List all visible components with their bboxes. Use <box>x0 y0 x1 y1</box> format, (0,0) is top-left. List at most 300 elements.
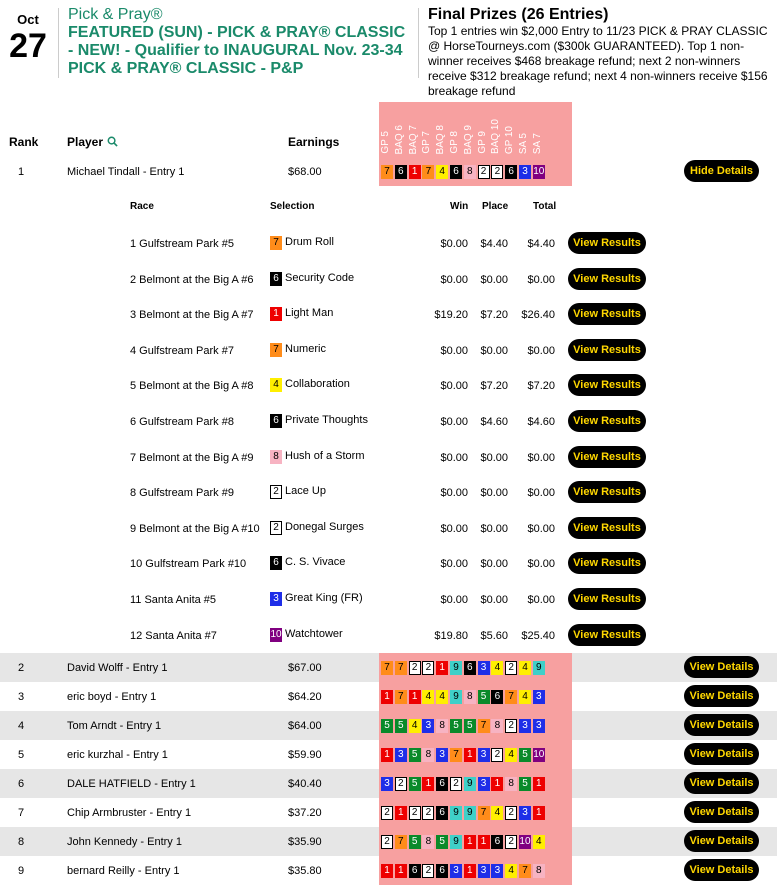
pick-number-badge: 5 <box>519 777 531 791</box>
details-row <box>0 471 777 535</box>
view-details-button[interactable]: View Details <box>684 801 759 823</box>
divider <box>58 8 59 78</box>
details-win: $0.00 <box>440 487 468 500</box>
entry-player[interactable]: DALE HATFIELD - Entry 1 <box>67 778 196 790</box>
view-details-button[interactable]: View Details <box>684 656 759 678</box>
picks-strip <box>379 711 572 740</box>
picks-strip <box>379 653 572 682</box>
details-win: $0.00 <box>440 416 468 428</box>
details-place: $0.00 <box>480 487 508 500</box>
details-win: $19.80 <box>434 629 468 642</box>
details-race: 6 Gulfstream Park #8 <box>130 416 234 428</box>
details-race: 7 Belmont at the Big A #9 <box>130 451 254 464</box>
pick-number-badge: 5 <box>409 777 421 791</box>
details-place: $0.00 <box>480 522 508 535</box>
horse-name: Security Code <box>285 271 355 284</box>
race-column-label: GP 8 <box>448 131 460 154</box>
contest-date <box>8 12 48 63</box>
pick-number-badge: 1 <box>381 690 393 704</box>
pick-number-badge: 4 <box>422 690 434 704</box>
leaderboard-row <box>0 653 777 682</box>
details-win: $19.20 <box>434 309 468 322</box>
pick-number-badge: 4 <box>409 719 421 733</box>
pick-number-badge: 1 <box>395 864 407 878</box>
hide-details-button[interactable]: Hide Details <box>684 160 759 182</box>
race-column-header <box>407 102 421 158</box>
entry-rank: 8 <box>18 836 25 848</box>
pick-number-badge: 7 <box>505 690 517 704</box>
entry-player[interactable]: Tom Arndt - Entry 1 <box>67 720 162 732</box>
pick-number-badge: 2 <box>491 748 503 762</box>
race-column-header <box>462 102 476 158</box>
pick-number-badge: 9 <box>450 835 462 849</box>
details-row <box>0 328 777 393</box>
details-race: 10 Gulfstream Park #10 <box>130 558 247 571</box>
race-column-header <box>434 102 448 158</box>
view-results-button[interactable]: View Results <box>568 446 646 468</box>
entry-player[interactable]: bernard Reilly - Entry 1 <box>67 865 180 877</box>
details-place: $0.00 <box>480 344 508 357</box>
details-race: 11 Santa Anita #5 <box>130 594 217 606</box>
horse-name: Lace Up <box>285 485 326 498</box>
entry-earnings: $40.40 <box>288 778 322 790</box>
details-total: $26.40 <box>521 309 555 322</box>
picks-strip <box>379 856 572 885</box>
pick-number-badge: 6 <box>464 661 476 675</box>
pick-number-badge: 3 <box>519 806 531 820</box>
pick-number-badge: 3 <box>491 864 503 878</box>
pick-number-badge: 7 <box>395 661 407 675</box>
details-win: $0.00 <box>440 344 468 357</box>
details-total: $0.00 <box>527 558 555 571</box>
details-row <box>0 506 777 571</box>
pick-number-badge: 1 <box>464 748 476 762</box>
pick-number-badge: 10 <box>533 165 545 177</box>
view-details-button[interactable]: View Details <box>684 772 759 794</box>
pick-number-badge: 10 <box>519 835 531 847</box>
details-win: $0.00 <box>440 238 468 250</box>
race-column-label: BAQ 9 <box>462 124 474 154</box>
pick-number-badge: 3 <box>478 661 490 675</box>
details-win: $0.00 <box>440 558 468 571</box>
entry-earnings: $59.90 <box>288 749 322 761</box>
pick-number-badge: 5 <box>395 719 407 733</box>
pick-number-badge: 5 <box>464 719 476 733</box>
details-race: 9 Belmont at the Big A #10 <box>130 522 260 535</box>
entry-rank: 4 <box>18 720 25 732</box>
leaderboard-row <box>0 682 777 711</box>
player-column-header[interactable] <box>67 135 118 149</box>
pick-number-badge: 1 <box>464 864 476 878</box>
pick-number-badge: 1 <box>381 748 393 762</box>
horse-name: Private Thoughts <box>285 414 368 426</box>
pick-number-badge: 1 <box>478 835 490 849</box>
prizes-title: Final Prizes (26 Entries) <box>428 6 609 23</box>
race-column-headers <box>379 102 572 158</box>
pick-number-badge: 3 <box>270 592 282 606</box>
pick-number-badge: 1 <box>533 806 545 820</box>
leaderboard-row <box>0 798 777 827</box>
entry-rank: 5 <box>18 749 25 761</box>
pick-number-badge: 7 <box>381 165 393 179</box>
details-row <box>0 293 777 357</box>
pick-number-badge: 3 <box>450 864 462 878</box>
entry-rank: 9 <box>18 865 25 877</box>
details-place-header: Place <box>482 201 509 212</box>
leaderboard-row <box>0 157 777 186</box>
picks-strip <box>379 827 572 856</box>
pick-number-badge: 2 <box>395 777 407 791</box>
pick-number-badge: 3 <box>395 748 407 762</box>
details-race: 1 Gulfstream Park #5 <box>130 238 234 250</box>
pick-number-badge: 2 <box>505 806 517 820</box>
contest-name: FEATURED (SUN) - PICK & PRAY® CLASSIC - NEW! - Qualifier to INAUGURAL Nov. 23-34 PICK & PRAY® CLASSIC - P&P <box>68 24 406 77</box>
picks-strip <box>379 682 572 711</box>
pick-number-badge: 7 <box>270 343 282 357</box>
leaderboard-row <box>0 769 777 798</box>
pick-number-badge: 5 <box>436 835 448 849</box>
prizes-text: Top 1 entries win $2,000 Entry to 11/23 PICK & PRAY CLASSIC @ HorseTourneys.com ($300k GUARANTEED). Top 1 non-winner receives $468 breakage refund; next 2 non-winners receive $312 breakage refund; next 4 non-winners receive $156 breakage refund <box>428 24 768 98</box>
pick-number-badge: 4 <box>519 690 531 704</box>
details-total: $0.00 <box>527 344 555 357</box>
details-total: $0.00 <box>527 594 555 606</box>
rank-column-header: Rank <box>9 135 39 149</box>
race-column-label: GP 7 <box>421 131 433 154</box>
pick-number-badge: 8 <box>464 165 476 179</box>
pick-number-badge: 6 <box>436 806 448 820</box>
entry-rank: 1 <box>18 166 25 178</box>
pick-number-badge: 4 <box>270 378 282 392</box>
details-win: $0.00 <box>440 522 468 535</box>
pick-number-badge: 6 <box>270 272 282 286</box>
pick-number-badge: 4 <box>533 835 545 849</box>
details-race: 4 Gulfstream Park #7 <box>130 344 234 357</box>
pick-number-badge: 2 <box>505 835 517 849</box>
details-total: $0.00 <box>527 487 555 500</box>
pick-number-badge: 8 <box>505 777 517 791</box>
details-place: $0.00 <box>480 594 508 606</box>
view-results-button[interactable]: View Results <box>568 303 646 325</box>
details-row <box>0 257 777 322</box>
leaderboard-row <box>0 711 777 740</box>
pick-number-badge: 2 <box>270 485 282 499</box>
pick-number-badge: 7 <box>478 806 490 820</box>
pick-number-badge: 6 <box>270 414 282 428</box>
view-results-button[interactable]: View Results <box>568 481 646 503</box>
entry-player[interactable]: John Kennedy - Entry 1 <box>67 836 182 848</box>
horse-name: Collaboration <box>285 378 350 391</box>
pick-number-badge: 8 <box>422 748 434 762</box>
contest-header <box>0 0 777 98</box>
pick-number-badge: 2 <box>505 719 517 733</box>
pick-number-badge: 1 <box>270 307 282 321</box>
pick-number-badge: 2 <box>409 806 421 820</box>
entry-earnings: $64.20 <box>288 691 322 703</box>
picks-strip <box>379 769 572 798</box>
pick-number-badge: 6 <box>409 864 421 878</box>
view-details-button[interactable]: View Details <box>684 859 759 881</box>
pick-number-badge: 6 <box>450 165 462 179</box>
pick-number-badge: 6 <box>270 556 282 570</box>
race-column-header <box>489 102 503 158</box>
details-race: 3 Belmont at the Big A #7 <box>130 309 254 322</box>
details-row <box>0 364 777 428</box>
entry-rank: 7 <box>18 807 25 819</box>
horse-name: Hush of a Storm <box>285 449 365 462</box>
pick-number-badge: 7 <box>381 661 393 675</box>
entry-earnings: $35.80 <box>288 865 322 877</box>
pick-number-badge: 7 <box>270 236 282 250</box>
pick-number-badge: 3 <box>478 864 490 878</box>
details-win: $0.00 <box>440 594 468 606</box>
pick-number-badge: 2 <box>478 165 490 179</box>
leaderboard-row <box>0 740 777 769</box>
horse-name: Watchtower <box>285 627 343 640</box>
pick-number-badge: 1 <box>381 864 393 878</box>
view-results-button[interactable]: View Results <box>568 339 646 361</box>
pick-number-badge: 3 <box>533 690 545 704</box>
race-column-header <box>517 102 531 158</box>
details-place: $0.00 <box>480 558 508 571</box>
pick-number-badge: 7 <box>519 864 531 878</box>
entry-player[interactable]: David Wolff - Entry 1 <box>67 662 168 674</box>
race-column-header <box>476 102 490 158</box>
pick-number-badge: 8 <box>533 864 545 878</box>
details-row <box>0 222 777 286</box>
details-place: $7.20 <box>480 309 508 322</box>
pick-number-badge: 4 <box>436 690 448 704</box>
details-total: $0.00 <box>527 451 555 464</box>
race-column-label: BAQ 8 <box>435 124 447 154</box>
pick-number-badge: 4 <box>436 165 448 179</box>
pick-number-badge: 7 <box>395 835 407 849</box>
pick-number-badge: 8 <box>464 690 476 704</box>
pick-number-badge: 1 <box>464 835 476 849</box>
entry-earnings: $68.00 <box>288 166 322 178</box>
pick-number-badge: 9 <box>464 777 476 791</box>
pick-number-badge: 9 <box>450 690 462 704</box>
details-total: $25.40 <box>521 629 555 642</box>
pick-number-badge: 4 <box>491 806 503 820</box>
pick-number-badge: 3 <box>381 777 393 791</box>
pick-number-badge: 5 <box>478 690 490 704</box>
details-win: $0.00 <box>440 380 468 393</box>
entry-rank: 6 <box>18 778 25 790</box>
view-details-button[interactable]: View Details <box>684 830 759 852</box>
pick-number-badge: 7 <box>395 690 407 704</box>
details-place: $4.60 <box>480 416 508 428</box>
pick-number-badge: 8 <box>422 835 434 849</box>
pick-number-badge: 2 <box>505 661 517 675</box>
details-row <box>0 400 777 464</box>
race-column-header <box>420 102 434 158</box>
horse-name: Great King (FR) <box>285 592 363 604</box>
pick-number-badge: 2 <box>270 521 282 535</box>
pick-number-badge: 2 <box>409 661 421 675</box>
picks-strip <box>379 798 572 827</box>
pick-number-badge: 4 <box>491 661 503 675</box>
pick-number-badge: 8 <box>436 719 448 733</box>
pick-number-badge: 2 <box>381 835 393 849</box>
pick-number-badge: 1 <box>409 690 421 704</box>
horse-name: Donegal Surges <box>285 520 364 533</box>
pick-number-badge: 5 <box>381 719 393 733</box>
pick-number-badge: 5 <box>409 835 421 849</box>
pick-number-badge: 2 <box>450 777 462 791</box>
pick-number-badge: 3 <box>478 748 490 762</box>
race-column-header <box>531 102 545 158</box>
race-column-label: SA 7 <box>531 132 543 154</box>
pick-number-badge: 4 <box>519 661 531 675</box>
pick-number-badge: 4 <box>505 748 517 762</box>
details-place: $4.40 <box>480 238 508 250</box>
pick-number-badge: 3 <box>436 748 448 762</box>
entry-details <box>0 186 777 653</box>
view-details-button[interactable]: View Details <box>684 743 759 765</box>
pick-number-badge: 2 <box>491 165 503 179</box>
pick-number-badge: 6 <box>491 690 503 704</box>
entry-earnings: $37.20 <box>288 807 322 819</box>
pick-number-badge: 3 <box>519 165 531 179</box>
pick-number-badge: 8 <box>270 450 282 464</box>
pick-number-badge: 2 <box>422 864 434 878</box>
pick-number-badge: 4 <box>505 864 517 878</box>
pick-number-badge: 7 <box>450 748 462 762</box>
race-column-label: GP 5 <box>380 131 391 154</box>
race-column-label: BAQ 7 <box>407 124 419 154</box>
view-results-button[interactable]: View Results <box>568 552 646 574</box>
pick-number-badge: 8 <box>491 719 503 733</box>
pick-number-badge: 6 <box>491 835 503 849</box>
race-column-label: GP 9 <box>476 131 488 154</box>
details-total-header: Total <box>533 201 557 212</box>
details-win-header: Win <box>450 201 469 212</box>
details-race: 2 Belmont at the Big A #6 <box>130 273 254 286</box>
view-details-button[interactable]: View Details <box>684 714 759 736</box>
view-results-button[interactable]: View Results <box>568 374 646 396</box>
pick-number-badge: 9 <box>464 806 476 820</box>
pick-number-badge: 3 <box>519 719 531 733</box>
search-icon[interactable] <box>107 136 118 147</box>
pick-number-badge: 1 <box>436 661 448 675</box>
entry-earnings: $35.90 <box>288 836 322 848</box>
date-day: 27 <box>9 27 47 65</box>
pick-number-badge: 2 <box>381 806 393 820</box>
details-place: $5.60 <box>480 629 508 642</box>
entry-player[interactable]: Chip Armbruster - Entry 1 <box>67 807 192 819</box>
race-column-header <box>393 102 407 158</box>
entry-rank: 2 <box>18 662 25 674</box>
contest-title <box>68 6 410 78</box>
race-column-header <box>503 102 517 158</box>
contest-brand: Pick & Pray® <box>68 6 163 23</box>
details-selection-header: Selection <box>270 201 315 212</box>
view-details-button[interactable]: View Details <box>684 685 759 707</box>
pick-number-badge: 10 <box>270 628 282 640</box>
details-race: 12 Santa Anita #7 <box>130 629 217 642</box>
race-column-label: BAQ 10 <box>490 118 502 154</box>
pick-number-badge: 2 <box>422 661 434 675</box>
details-total: $0.00 <box>527 522 555 535</box>
details-row <box>0 542 777 606</box>
details-win: $0.00 <box>440 451 468 464</box>
race-column-label: GP 10 <box>504 125 516 154</box>
pick-number-badge: 6 <box>395 165 407 179</box>
race-column-header <box>379 102 393 158</box>
pick-number-badge: 2 <box>422 806 434 820</box>
pick-number-badge: 3 <box>422 719 434 733</box>
divider <box>418 8 419 78</box>
pick-number-badge: 10 <box>533 748 545 760</box>
entry-earnings: $67.00 <box>288 662 322 674</box>
entry-earnings: $64.00 <box>288 720 322 732</box>
pick-number-badge: 9 <box>533 661 545 675</box>
pick-number-badge: 6 <box>436 777 448 791</box>
details-race: 5 Belmont at the Big A #8 <box>130 380 254 393</box>
picks-strip <box>379 740 572 769</box>
entry-rank: 3 <box>18 691 25 703</box>
details-row <box>0 578 777 642</box>
pick-number-badge: 9 <box>450 806 462 820</box>
details-race-header: Race <box>130 201 154 212</box>
details-race: 8 Gulfstream Park #9 <box>130 487 234 500</box>
leaderboard-row <box>0 856 777 885</box>
horse-name: Numeric <box>285 342 326 355</box>
details-total: $0.00 <box>527 273 555 286</box>
pick-number-badge: 5 <box>450 719 462 733</box>
pick-number-badge: 1 <box>491 777 503 791</box>
details-row <box>0 435 777 500</box>
details-place: $0.00 <box>480 451 508 464</box>
details-place: $0.00 <box>480 273 508 286</box>
picks-strip <box>379 157 572 186</box>
race-column-header <box>448 102 462 158</box>
pick-number-badge: 1 <box>409 165 421 179</box>
entry-player[interactable]: eric kurzhal - Entry 1 <box>67 749 168 761</box>
earnings-column-header: Earnings <box>288 135 340 149</box>
race-column-label: SA 5 <box>517 132 529 154</box>
view-results-button[interactable]: View Results <box>568 232 646 254</box>
view-results-button[interactable]: View Results <box>568 624 646 646</box>
view-results-button[interactable]: View Results <box>568 517 646 539</box>
details-total: $7.20 <box>527 380 555 393</box>
pick-number-badge: 7 <box>422 165 434 179</box>
pick-number-badge: 1 <box>533 777 545 791</box>
pick-number-badge: 5 <box>519 748 531 762</box>
entry-player[interactable]: eric boyd - Entry 1 <box>67 691 157 703</box>
entry-player[interactable]: Michael Tindall - Entry 1 <box>67 166 185 178</box>
view-results-button[interactable]: View Results <box>568 268 646 290</box>
pick-number-badge: 3 <box>478 777 490 791</box>
pick-number-badge: 6 <box>436 864 448 878</box>
date-month: Oct <box>17 12 39 27</box>
prizes-panel <box>428 6 773 99</box>
details-row <box>0 186 777 250</box>
horse-name: Drum Roll <box>285 236 334 248</box>
details-total: $4.60 <box>527 416 555 428</box>
horse-name: C. S. Vivace <box>285 556 346 569</box>
horse-name: Light Man <box>285 307 334 320</box>
details-place: $7.20 <box>480 380 508 393</box>
details-selection <box>270 628 343 642</box>
view-results-button[interactable]: View Results <box>568 588 646 610</box>
pick-number-badge: 1 <box>422 777 434 791</box>
details-win: $0.00 <box>440 273 468 286</box>
pick-number-badge: 7 <box>478 719 490 733</box>
pick-number-badge: 6 <box>505 165 517 179</box>
view-results-button[interactable]: View Results <box>568 410 646 432</box>
pick-number-badge: 3 <box>533 719 545 733</box>
